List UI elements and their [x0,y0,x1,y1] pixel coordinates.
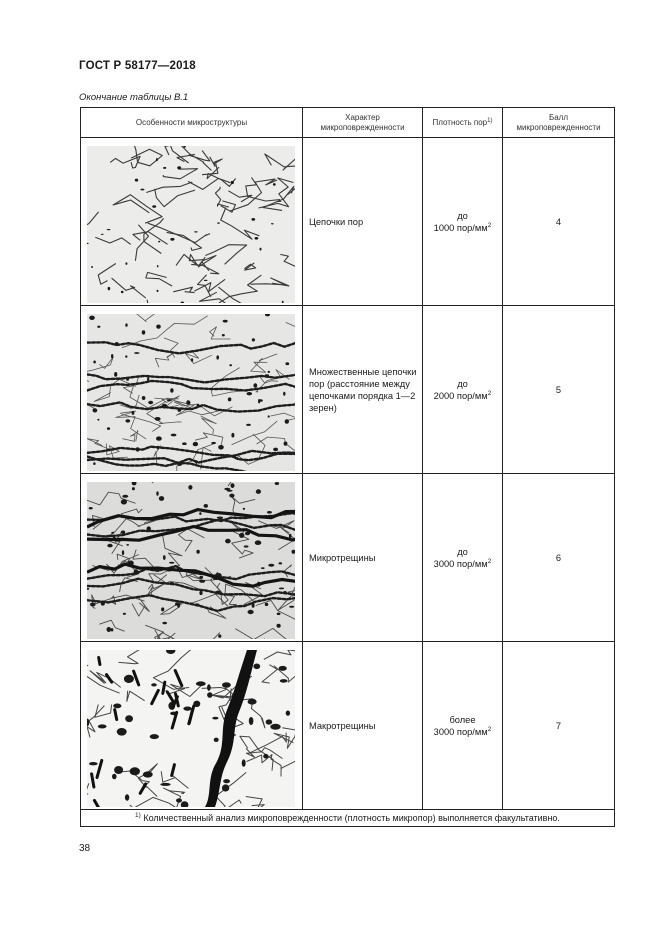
pore [177,166,181,169]
density-cell: до 1000 пор/$мм^2$ [423,138,503,306]
footnote: $^{1)}$ Количественный анализ микроповрежденности (плотность микропор) выполняется факультативно. [81,810,615,827]
pore [142,396,146,400]
header-microstructure: Особенности микроструктуры [81,108,303,138]
pore [176,798,182,802]
pore [268,563,274,566]
pore [247,392,253,395]
pore [150,734,159,739]
pore [283,391,285,395]
micrograph-background [87,482,295,639]
pore [114,372,117,377]
pore [277,623,281,627]
pore [121,530,125,533]
pore [228,397,232,401]
pore [275,482,279,485]
pore [91,266,93,268]
pore [195,460,198,464]
pore [261,567,265,569]
pore [156,436,162,440]
pore [279,665,287,670]
pore [134,352,139,354]
pore [147,526,151,531]
table-row [81,306,615,474]
pore [199,575,203,578]
pore [218,634,221,637]
pore [222,682,231,688]
character-cell: Множественные цепочки пор (расстояние между цепочками порядка 1—2 зерен) [303,306,423,474]
pore [196,549,199,553]
pore [136,447,140,451]
pore [270,723,280,729]
pore [156,491,158,495]
pore [285,419,289,424]
pore [156,324,161,328]
pore [163,555,166,560]
pore [211,441,216,443]
micrograph-image [87,314,295,471]
pore [142,330,146,334]
header-character: Характер микроповрежденности [303,108,423,138]
pore [121,290,124,292]
pore [248,698,257,704]
density-cell: до 2000 пор/$мм^2$ [423,306,503,474]
pore [243,507,245,509]
crack-fragment [99,657,100,664]
pore [260,247,262,250]
score-cell: 7 [503,642,615,810]
pore [248,609,254,613]
pore [214,737,219,741]
pore [157,445,159,449]
pore [162,403,168,408]
pore [125,262,127,265]
pore [123,612,126,614]
pore [242,759,246,766]
density-cell: более 3000 пор/$мм^2$ [423,642,503,810]
pore [113,703,121,708]
pore [216,355,219,359]
micrograph-cell [81,306,303,474]
micrograph-cell [81,642,303,810]
pore [101,600,105,605]
pore [191,358,193,361]
pore [177,463,181,466]
pore [147,377,149,382]
pore [239,532,244,537]
pore [108,286,111,289]
table-caption: Окончание таблицы В.1 [79,92,189,103]
pore [251,218,255,221]
pore [161,607,164,611]
microdamage-table [80,107,615,827]
pore [169,561,174,563]
pore [89,315,95,319]
pore [93,408,98,412]
pore [284,441,288,445]
score-cell: 5 [503,306,615,474]
micrograph-cell [81,138,303,306]
pore [266,719,273,724]
pore [231,483,235,488]
pore [89,507,93,509]
pore [277,200,281,201]
pore [124,674,134,682]
pore [107,427,110,430]
pore [199,579,205,582]
pore [183,706,191,710]
pore [151,683,157,686]
pore [279,587,284,589]
pore [126,544,129,546]
table-row [81,138,615,306]
pore [225,538,231,543]
pore [222,784,229,791]
pore [263,753,268,758]
pore [252,603,255,607]
pore [132,410,135,414]
pore [229,364,232,366]
pore [246,423,251,425]
pore [107,627,112,632]
pore [194,231,198,232]
pore [163,166,166,168]
pore [107,543,112,547]
pore [249,717,254,725]
pore [117,728,127,736]
header-pore-density: Плотность пор$^{1)}$ [423,108,503,138]
pore [280,679,288,683]
pore [217,516,223,518]
pore [90,602,96,606]
pore [265,374,269,376]
pore [197,403,200,406]
pore [170,581,174,583]
pore [89,762,98,765]
pore [97,325,100,327]
pore [231,180,234,183]
pore [125,355,127,357]
pore [265,602,269,605]
pore [107,229,111,230]
pore [177,603,180,608]
table-row [81,474,615,642]
crack-fragment [115,709,117,719]
micrograph-background [87,650,295,807]
document-title: ГОСТ Р 58177—2018 [79,60,196,72]
pore [259,399,263,402]
pore [244,545,249,547]
pore [223,319,228,322]
pore [125,794,129,800]
pore [98,724,107,728]
pore [253,663,260,669]
pore [286,710,290,715]
pore [252,338,255,341]
pore [111,531,114,533]
pore [155,417,161,421]
pore [271,223,274,224]
pore [115,342,119,346]
pore [159,496,164,501]
pore [178,408,182,411]
pore [134,569,139,574]
header-score: Балл микроповрежденности [503,108,615,138]
pore [285,362,289,365]
pore [148,400,153,403]
table-header-row [81,108,615,138]
pore [255,237,259,240]
pore [121,499,127,504]
pore [143,771,153,777]
pore [283,591,286,593]
pore [222,334,225,336]
pore [112,773,117,779]
pore [135,178,138,181]
pore [97,418,99,420]
pore [199,590,202,594]
pore [224,487,230,490]
character-cell: Микротрещины [303,474,423,642]
pore [273,447,278,451]
pore [125,715,133,722]
pore [157,265,159,267]
character-cell: Макротрещины [303,642,423,810]
pore [140,188,144,190]
pore [268,415,270,417]
pore [126,378,129,380]
pore [207,692,212,698]
pore [217,222,220,223]
pore [212,716,218,719]
pore [114,766,123,774]
pore [223,779,230,783]
pore [204,504,208,508]
table-row [81,642,615,810]
page-number: 38 [79,843,91,854]
pore [111,354,113,358]
pore [289,605,294,607]
pore [256,489,261,494]
pore [231,432,234,437]
pore [158,240,160,242]
footnote-row [81,810,615,827]
micrograph-background [87,146,295,303]
pore [125,323,127,326]
micrograph-image [87,146,295,303]
pore [93,360,96,363]
pore [255,540,262,545]
pore [125,419,130,422]
pore [157,289,159,291]
pore [204,279,208,280]
pore [199,512,201,515]
micrograph-cell [81,474,303,642]
score-cell: 4 [503,138,615,306]
pore [93,462,95,465]
crack-fragment [163,682,165,693]
pore [267,511,272,514]
pore [207,684,211,691]
pore [167,399,172,401]
pore [273,183,276,186]
pore [162,621,167,624]
pore [122,494,128,497]
score-cell: 6 [503,474,615,642]
pore [156,158,158,161]
pore [253,383,257,388]
pore [101,233,104,234]
pore [188,485,192,490]
pore [195,603,200,606]
pore [268,370,270,372]
pore [196,681,206,686]
pore [130,767,140,775]
pore [186,400,190,405]
pore [229,493,234,497]
pore [170,237,174,240]
pore [277,612,281,615]
pore [171,433,177,436]
micrograph-image [87,482,295,639]
pore [218,445,224,450]
micrograph-image [87,650,295,807]
character-cell: Цепочки пор [303,138,423,306]
pore [215,590,220,594]
pore [193,441,198,445]
pore [160,782,170,785]
pore [182,442,187,445]
density-cell: до 3000 пор/$мм^2$ [423,474,503,642]
pore [170,388,173,392]
pore [132,487,135,490]
pore [122,550,124,555]
pore [279,562,283,564]
pore [152,205,156,208]
